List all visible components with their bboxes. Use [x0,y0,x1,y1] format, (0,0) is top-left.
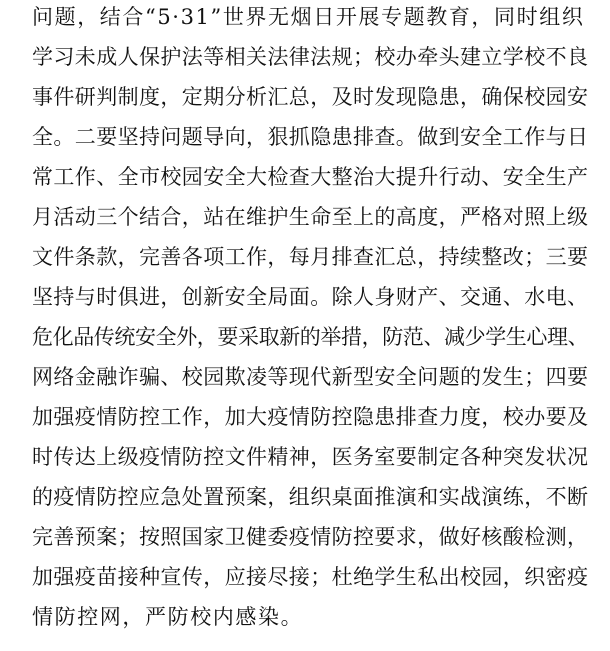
text-line-7: 文件条款，完善各项工作，每月排查汇总，持续整改；三要 [32,245,589,269]
text-line-1: 问题，结合“5·31”世界无烟日开展专题教育，同时组织 [32,5,585,29]
text-line-3: 事件研判制度，定期分析汇总，及时发现隐患，确保校园安 [32,85,589,109]
text-line-10: 网络金融诈骗、校园欺凌等现代新型安全问题的发生；四要 [32,365,589,389]
text-line-11: 加强疫情防控工作，加大疫情防控隐患排查力度，校办要及 [32,405,589,429]
text-line-12: 时传达上级疫情防控文件精神，医务室要制定各种突发状况 [32,445,589,469]
text-line-13: 的疫情防控应急处置预案，组织桌面推演和实战演练，不断 [32,485,589,509]
text-line-14: 完善预案；按照国家卫健委疫情防控要求，做好核酸检测， [32,525,589,549]
text-line-6: 月活动三个结合，站在维护生命至上的高度，严格对照上级 [32,205,589,229]
text-line-9: 危化品传统安全外，要采取新的举措，防范、减少学生心理、 [32,325,589,349]
text-line-4: 全。二要坚持问题导向，狠抓隐患排查。做到安全工作与日 [32,125,589,149]
text-line-8: 坚持与时俱进，创新安全局面。除人身财产、交通、水电、 [32,285,589,309]
text-line-16: 情防控网，严防校内感染。 [32,605,304,629]
text-line-15: 加强疫苗接种宣传，应接尽接；杜绝学生私出校园，织密疫 [32,565,589,589]
text-line-2: 学习未成人保护法等相关法律法规；校办牵头建立学校不良 [32,45,589,69]
text-line-5: 常工作、全市校园安全大检查大整治大提升行动、安全生产 [32,165,589,189]
